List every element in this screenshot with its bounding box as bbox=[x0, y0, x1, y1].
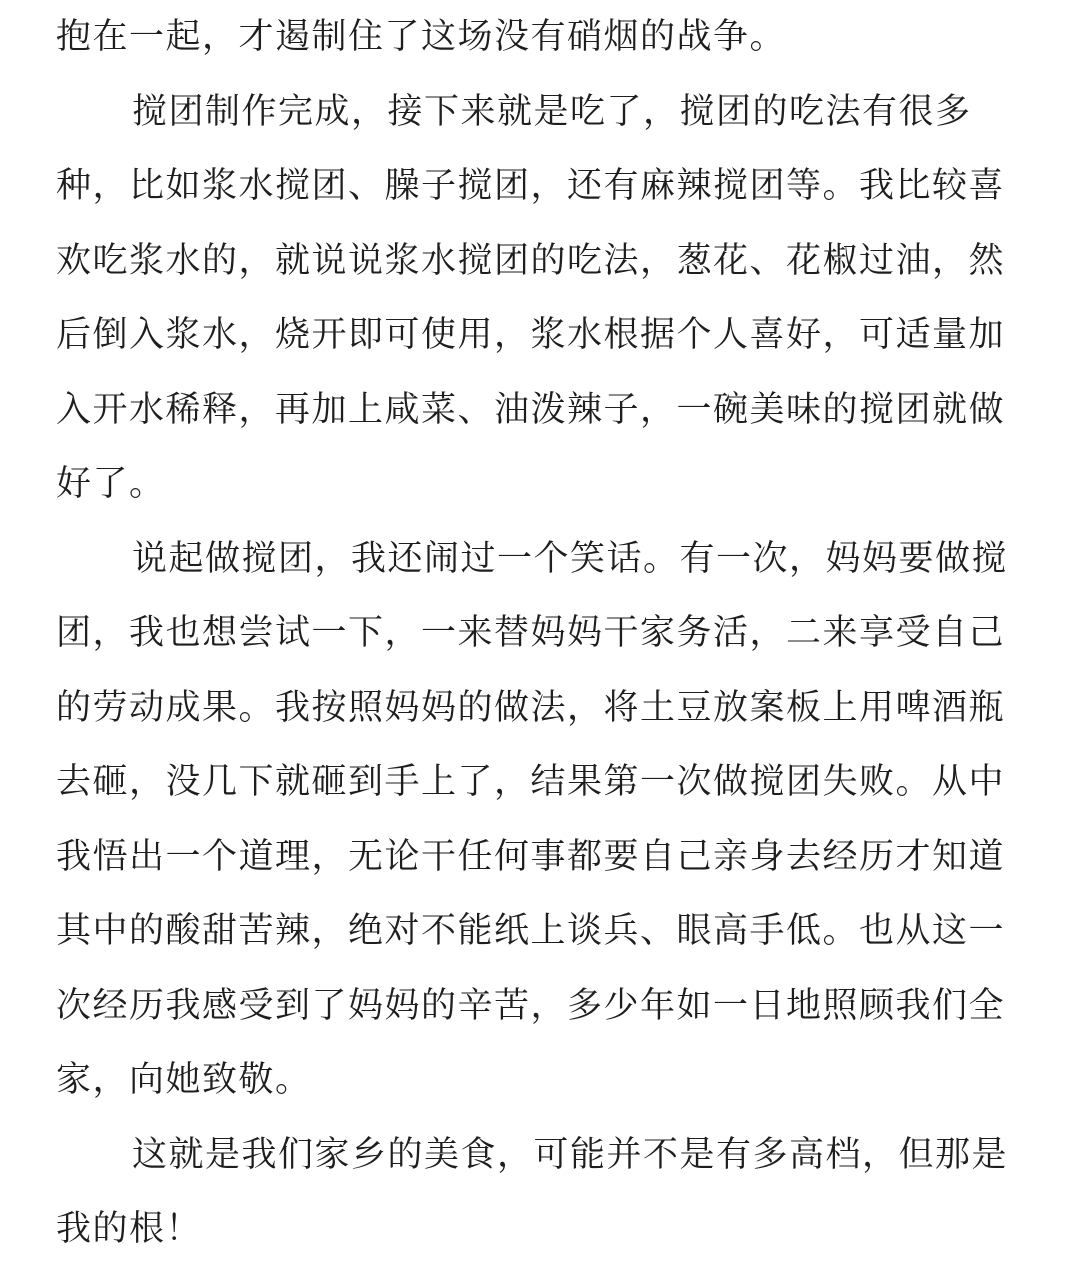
text-line: 我悟出一个道理，无论干任何事都要自己亲身去经历才知道 bbox=[56, 836, 1006, 877]
text-line: 种，比如浆水搅团、臊子搅团，还有麻辣搅团等。我比较喜 bbox=[56, 166, 1006, 206]
text-line: 后倒入浆水，烧开即可使用，浆水根据个人喜好，可适量加 bbox=[56, 315, 1006, 355]
text-line: 其中的酸甜苦辣，绝对不能纸上谈兵、眼高手低。也从这一 bbox=[56, 911, 1006, 951]
text-line: 好了。 bbox=[56, 464, 166, 504]
text-line: 的劳动成果。我按照妈妈的做法，将土豆放案板上用啤酒瓶 bbox=[56, 687, 1006, 728]
text-line: 抱在一起，才遏制住了这场没有硝烟的战争。 bbox=[56, 17, 787, 57]
paragraph-1 bbox=[56, 0, 1032, 75]
paragraph-3 bbox=[56, 522, 1032, 1118]
text-line: 这就是我们家乡的美食，可能并不是有多高档，但那是 bbox=[132, 1134, 1009, 1175]
text-line: 去砸，没几下就砸到手上了，结果第一次做搅团失败。从中 bbox=[56, 762, 1006, 802]
paragraph-2 bbox=[56, 75, 1032, 522]
paragraph-4 bbox=[56, 1118, 1032, 1267]
text-line: 欢吃浆水的，就说说浆水搅团的吃法，葱花、花椒过油，然 bbox=[56, 240, 1006, 281]
text-line: 团，我也想尝试一下，一来替妈妈干家务活，二来享受自己 bbox=[56, 613, 1006, 653]
text-line: 说起做搅团，我还闹过一个笑话。有一次，妈妈要做搅 bbox=[132, 538, 1009, 579]
text-line: 我的根！ bbox=[56, 1209, 203, 1249]
essay-text bbox=[56, 0, 1032, 1267]
text-line: 入开水稀释，再加上咸菜、油泼辣子，一碗美味的搅团就做 bbox=[56, 389, 1006, 430]
text-line: 家，向她致敬。 bbox=[56, 1060, 312, 1100]
text-line: 次经历我感受到了妈妈的辛苦，多少年如一日地照顾我们全 bbox=[56, 985, 1006, 1026]
text-line: 搅团制作完成，接下来就是吃了，搅团的吃法有很多 bbox=[132, 91, 972, 132]
